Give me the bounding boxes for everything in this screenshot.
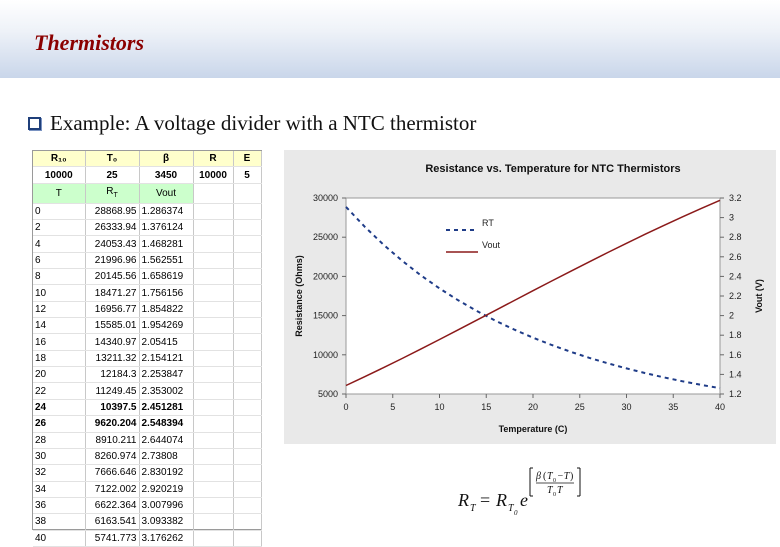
param-value-row-cell: 3450 bbox=[139, 167, 193, 183]
table-row-cell bbox=[193, 514, 233, 530]
formula-rhs-subsub: 0 bbox=[514, 509, 518, 517]
y-right-tick-label: 2.8 bbox=[729, 232, 742, 243]
table-row-cell: 30 bbox=[33, 448, 85, 464]
table-row-cell bbox=[193, 334, 233, 350]
checkbox-bullet-icon bbox=[28, 117, 41, 130]
table-row-cell: 8 bbox=[33, 269, 85, 285]
table-row-cell: 8260.974 bbox=[85, 448, 139, 464]
table-row-cell bbox=[233, 497, 261, 513]
y-right-tick-label: 3.2 bbox=[729, 193, 742, 203]
table-row bbox=[33, 481, 261, 497]
resistance-vout-chart bbox=[284, 150, 776, 444]
param-header-row bbox=[33, 151, 261, 167]
table-row-cell bbox=[233, 220, 261, 236]
table-row bbox=[33, 432, 261, 448]
table-row bbox=[33, 318, 261, 334]
table-row-cell bbox=[193, 203, 233, 219]
x-tick-label: 10 bbox=[434, 402, 445, 412]
param-value-row-cell: 25 bbox=[85, 167, 139, 183]
table-row-cell: 7666.646 bbox=[85, 465, 139, 481]
table-row-cell: 1.468281 bbox=[139, 236, 193, 252]
data-header-row-cell: $R_T$ bbox=[85, 183, 139, 203]
table-row-cell: 2.353002 bbox=[139, 383, 193, 399]
table-row-cell bbox=[193, 301, 233, 317]
x-tick-label: 25 bbox=[574, 402, 585, 412]
page-title: Thermistors bbox=[34, 30, 145, 55]
table-row-cell bbox=[193, 416, 233, 432]
data-header-row-cell bbox=[193, 183, 233, 203]
table-row-cell bbox=[193, 465, 233, 481]
table-row-cell: 32 bbox=[33, 465, 85, 481]
table-row bbox=[33, 334, 261, 350]
table-row-cell: 1.854822 bbox=[139, 301, 193, 317]
table-row-cell: 7122.002 bbox=[85, 481, 139, 497]
table-row-cell bbox=[233, 383, 261, 399]
table-row-cell bbox=[193, 530, 233, 546]
table-row bbox=[33, 252, 261, 268]
table-row-cell: 22 bbox=[33, 383, 85, 399]
formula-rhs: R bbox=[496, 490, 507, 510]
table-row-cell bbox=[233, 367, 261, 383]
table-row-cell bbox=[193, 252, 233, 268]
x-tick-label: 40 bbox=[714, 402, 726, 412]
legend-label-vout: Vout bbox=[482, 240, 501, 250]
table-row-cell: 16956.77 bbox=[85, 301, 139, 317]
table-row-cell: 9620.204 bbox=[85, 416, 139, 432]
formula-t0-sub: 0 bbox=[553, 478, 556, 484]
table-row-cell bbox=[233, 481, 261, 497]
y-right-tick-label: 2.2 bbox=[729, 291, 742, 301]
param-value-row-cell: 5 bbox=[233, 167, 261, 183]
y-right-tick-label: 1.6 bbox=[729, 349, 742, 360]
param-header-row-cell: R bbox=[193, 151, 233, 167]
thermistor-formula bbox=[456, 462, 596, 522]
chart-title: Resistance vs. Temperature for NTC Thermistors bbox=[425, 163, 681, 175]
bullet-point bbox=[28, 110, 476, 136]
table-row-cell: 18471.27 bbox=[85, 285, 139, 301]
table-row-cell: 6 bbox=[33, 252, 85, 268]
y-left-tick-label: 10000 bbox=[312, 349, 338, 360]
table-row-cell: 0 bbox=[33, 203, 85, 219]
y-left-tick-label: 5000 bbox=[317, 389, 338, 399]
formula-lhs: R bbox=[458, 490, 469, 510]
table-row-cell bbox=[233, 285, 261, 301]
y-right-axis-label: Vout (V) bbox=[754, 279, 764, 313]
table-row bbox=[33, 465, 261, 481]
y-right-tick-label: 1.2 bbox=[729, 389, 742, 399]
table-row-cell: 14 bbox=[33, 318, 85, 334]
table-row-cell bbox=[193, 285, 233, 301]
table-row-cell bbox=[233, 236, 261, 252]
table-row-cell: 2.154121 bbox=[139, 350, 193, 366]
param-header-row-cell: E bbox=[233, 151, 261, 167]
table-row-cell: 5741.773 bbox=[85, 530, 139, 546]
y-left-axis-label: Resistance (Ohms) bbox=[294, 255, 304, 337]
table-row-cell: 1.756156 bbox=[139, 285, 193, 301]
param-value-row bbox=[33, 167, 261, 183]
param-value-row-cell: 10000 bbox=[33, 167, 85, 183]
table-row bbox=[33, 448, 261, 464]
param-header-row-cell: T₀ bbox=[85, 151, 139, 167]
table-row-cell: 20 bbox=[33, 367, 85, 383]
table-row-cell: 1.376124 bbox=[139, 220, 193, 236]
table-row-cell: 11249.45 bbox=[85, 383, 139, 399]
table-row-cell: 12 bbox=[33, 301, 85, 317]
table-row-cell: 8910.211 bbox=[85, 432, 139, 448]
legend-label-rt: RT bbox=[482, 218, 494, 228]
x-tick-label: 5 bbox=[390, 402, 396, 412]
table-row-cell: 2.644074 bbox=[139, 432, 193, 448]
formula-minus-t: −T bbox=[557, 471, 570, 482]
table-row bbox=[33, 399, 261, 415]
table-row bbox=[33, 497, 261, 513]
table-row-cell bbox=[233, 465, 261, 481]
y-left-tick-label: 15000 bbox=[312, 310, 338, 321]
table-row-cell: 21996.96 bbox=[85, 252, 139, 268]
table-row-cell: 3.007996 bbox=[139, 497, 193, 513]
y-left-tick-label: 25000 bbox=[312, 232, 338, 243]
formula-paren-open: ( bbox=[543, 471, 547, 482]
table-row bbox=[33, 350, 261, 366]
table-row-cell bbox=[193, 383, 233, 399]
x-tick-label: 0 bbox=[343, 402, 349, 412]
table-row bbox=[33, 416, 261, 432]
table-row-cell: 12184.3 bbox=[85, 367, 139, 383]
table-row-cell bbox=[233, 334, 261, 350]
y-right-tick-label: 1.8 bbox=[729, 330, 742, 341]
table-row-cell bbox=[193, 399, 233, 415]
table-row bbox=[33, 269, 261, 285]
table-row-cell: 10397.5 bbox=[85, 399, 139, 415]
table-row-cell: 1.954269 bbox=[139, 318, 193, 334]
title-bar bbox=[0, 0, 780, 78]
table-row-cell: 10 bbox=[33, 285, 85, 301]
table-row-cell: 2.73808 bbox=[139, 448, 193, 464]
formula-den-t: T bbox=[557, 485, 563, 496]
table-row-cell: 2.05415 bbox=[139, 334, 193, 350]
formula-beta: β bbox=[536, 471, 541, 482]
bullet-text: Example: A voltage divider with a NTC thermistor bbox=[50, 110, 477, 135]
spreadsheet-table bbox=[32, 150, 262, 544]
table-row-cell: 20145.56 bbox=[85, 269, 139, 285]
table-row-cell bbox=[233, 350, 261, 366]
table-row bbox=[33, 236, 261, 252]
table-row bbox=[33, 514, 261, 530]
table-row-cell bbox=[233, 399, 261, 415]
x-axis-label: Temperature (C) bbox=[498, 424, 568, 434]
table-row-cell: 6622.364 bbox=[85, 497, 139, 513]
table-row-cell bbox=[233, 448, 261, 464]
y-right-tick-label: 2.6 bbox=[729, 251, 742, 262]
table-row-cell: 2.830192 bbox=[139, 465, 193, 481]
table-row-cell bbox=[193, 497, 233, 513]
table-row-cell bbox=[233, 203, 261, 219]
table-row-cell bbox=[193, 448, 233, 464]
param-value-row-cell: 10000 bbox=[193, 167, 233, 183]
formula-graphic bbox=[456, 462, 596, 522]
table-row bbox=[33, 301, 261, 317]
formula-exp-base: e bbox=[520, 490, 528, 510]
table-row-cell: 1.286374 bbox=[139, 203, 193, 219]
param-header-row-cell: R₁₀ bbox=[33, 151, 85, 167]
formula-lhs-sub: T bbox=[470, 503, 476, 514]
table-row-cell: 24053.43 bbox=[85, 236, 139, 252]
table-row-cell: 2.548394 bbox=[139, 416, 193, 432]
table-row-cell: 28868.95 bbox=[85, 203, 139, 219]
table-row-cell: 13211.32 bbox=[85, 350, 139, 366]
table-row-cell: 16 bbox=[33, 334, 85, 350]
data-grid bbox=[33, 151, 262, 547]
y-right-tick-label: 2 bbox=[729, 310, 735, 321]
table-row-cell: 2 bbox=[33, 220, 85, 236]
table-row-cell: 2.253847 bbox=[139, 367, 193, 383]
table-row-cell: 36 bbox=[33, 497, 85, 513]
table-row-cell: 1.658619 bbox=[139, 269, 193, 285]
table-row-cell bbox=[233, 416, 261, 432]
table-row-cell: 2.451281 bbox=[139, 399, 193, 415]
y-right-tick-label: 2.4 bbox=[729, 271, 742, 282]
y-right-tick-label: 1.4 bbox=[729, 369, 742, 380]
formula-t0: T bbox=[547, 471, 553, 482]
formula-den-t0: T bbox=[547, 485, 553, 496]
table-row-cell: 4 bbox=[33, 236, 85, 252]
table-row-cell: 1.562551 bbox=[139, 252, 193, 268]
table-row-cell bbox=[233, 252, 261, 268]
table-row bbox=[33, 367, 261, 383]
table-row-cell: 15585.01 bbox=[85, 318, 139, 334]
table-row-cell bbox=[193, 350, 233, 366]
data-header-row bbox=[33, 183, 261, 203]
table-row bbox=[33, 530, 261, 546]
data-header-row-cell: T bbox=[33, 183, 85, 203]
table-row-cell: 3.093382 bbox=[139, 514, 193, 530]
y-left-tick-label: 30000 bbox=[312, 193, 338, 203]
param-header-row-cell: β bbox=[139, 151, 193, 167]
x-tick-label: 20 bbox=[527, 402, 539, 412]
table-row-cell bbox=[193, 432, 233, 448]
table-row-cell bbox=[193, 236, 233, 252]
table-row-cell bbox=[193, 269, 233, 285]
table-row-cell: 26333.94 bbox=[85, 220, 139, 236]
formula-equals: = bbox=[480, 490, 491, 510]
x-tick-label: 15 bbox=[481, 402, 492, 412]
table-row bbox=[33, 285, 261, 301]
table-row-cell bbox=[233, 432, 261, 448]
table-row-cell: 26 bbox=[33, 416, 85, 432]
table-row-cell bbox=[193, 220, 233, 236]
table-row bbox=[33, 203, 261, 219]
table-row-cell: 28 bbox=[33, 432, 85, 448]
chart-area bbox=[284, 150, 776, 444]
x-tick-label: 35 bbox=[668, 402, 679, 412]
table-row-cell: 24 bbox=[33, 399, 85, 415]
formula-den-t0-sub: 0 bbox=[553, 492, 556, 498]
table-row-cell bbox=[233, 269, 261, 285]
plot-area bbox=[346, 198, 720, 394]
table-row-cell: 38 bbox=[33, 514, 85, 530]
table-row-cell: 18 bbox=[33, 350, 85, 366]
table-row-cell bbox=[233, 514, 261, 530]
table-row-cell bbox=[193, 481, 233, 497]
table-row-cell: 6163.541 bbox=[85, 514, 139, 530]
formula-rhs-sub: T bbox=[508, 503, 514, 514]
table-row-cell: 34 bbox=[33, 481, 85, 497]
x-tick-label: 30 bbox=[621, 402, 632, 412]
table-row-cell: 14340.97 bbox=[85, 334, 139, 350]
table-row-cell bbox=[233, 301, 261, 317]
table-row bbox=[33, 383, 261, 399]
formula-paren-close: ) bbox=[570, 471, 574, 482]
table-row-cell: 2.920219 bbox=[139, 481, 193, 497]
table-row-cell bbox=[233, 530, 261, 546]
table-row-cell bbox=[193, 367, 233, 383]
table-row-cell bbox=[193, 318, 233, 334]
data-header-row-cell bbox=[233, 183, 261, 203]
y-left-tick-label: 20000 bbox=[312, 271, 338, 282]
table-row-cell: 40 bbox=[33, 530, 85, 546]
table-row bbox=[33, 220, 261, 236]
table-row-cell bbox=[233, 318, 261, 334]
y-right-tick-label: 3 bbox=[729, 212, 735, 223]
table-row-cell: 3.176262 bbox=[139, 530, 193, 546]
data-header-row-cell: Vout bbox=[139, 183, 193, 203]
